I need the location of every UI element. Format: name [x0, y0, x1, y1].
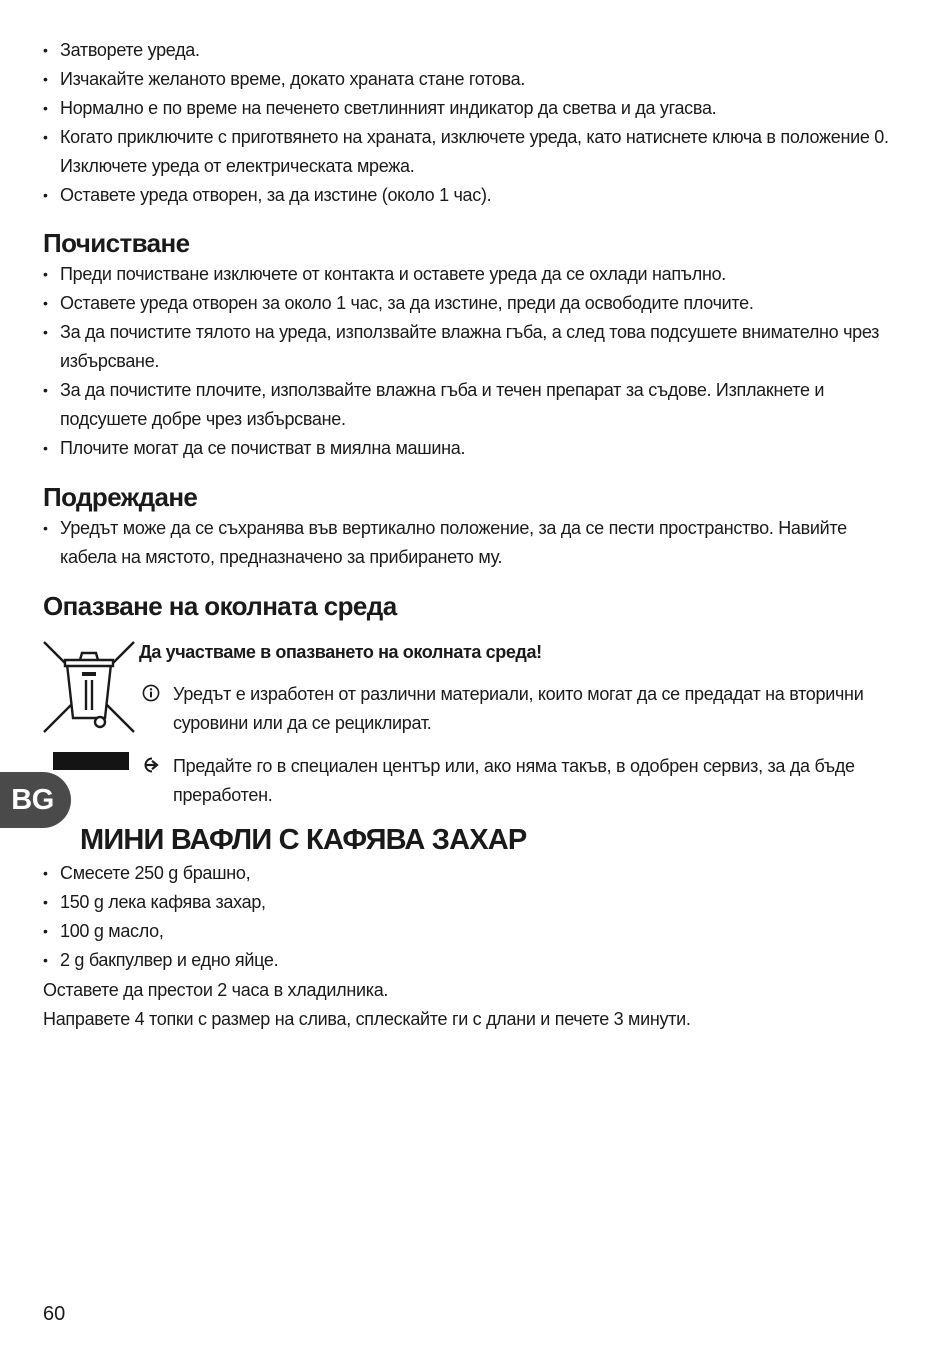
list-item: • Изчакайте желаното време, докато храната стане готова. — [43, 65, 905, 94]
storage-section — [43, 480, 905, 572]
arrow-right-circle-icon — [142, 756, 160, 774]
environment-subtitle: Да участваме в опазването на околната среда! — [139, 642, 542, 662]
list-item: • Когато приключите с приготвянето на храната, изключете уреда, като натиснете ключа в положение 0. Изключете уреда от електрическата мрежа. — [43, 123, 905, 181]
intro-bullet-list — [43, 36, 905, 210]
list-item: • Плочите могат да се почистват в миялна машина. — [43, 434, 905, 463]
environment-info-row — [142, 680, 882, 738]
language-tab: BG — [0, 772, 71, 828]
cleaning-heading: Почистване — [43, 228, 190, 258]
list-item: • Нормално е по време на печенето светлинният индикатор да светва и да угасва. — [43, 94, 905, 123]
recipe-bullet-list — [43, 859, 905, 975]
list-item: • За да почистите плочите, използвайте влажна гъба и течен препарат за съдове. Изплакнете и подсушете добре чрез избърсване. — [43, 376, 905, 434]
environment-action-text: Предайте го в специален център или, ако няма такъв, в одобрен сервиз, за да бъде преработен. — [173, 756, 855, 805]
list-item: • Преди почистване изключете от контакта и оставете уреда да се охлади напълно. — [43, 260, 905, 289]
recipe-line: Направете 4 топки с размер на слива, сплескайте ги с длани и печете 3 минути. — [43, 1009, 691, 1029]
list-item: • 100 g масло, — [43, 917, 905, 946]
environment-section — [43, 589, 905, 623]
environment-heading: Опазване на околната среда — [43, 591, 397, 621]
recipe-line: Оставете да престои 2 часа в хладилника. — [43, 980, 389, 1000]
storage-bullet-list — [43, 514, 905, 572]
intro-section — [43, 36, 905, 210]
list-item: • Оставете уреда отворен, за да изстине (около 1 час). — [43, 181, 905, 210]
page-number: 60 — [43, 1303, 66, 1325]
recipe-section — [43, 859, 905, 975]
environment-action-row — [142, 752, 882, 810]
weee-bar — [53, 752, 129, 770]
list-item: • 150 g лека кафява захар, — [43, 888, 905, 917]
info-circle-icon — [142, 684, 160, 702]
storage-heading: Подреждане — [43, 482, 198, 512]
cleaning-bullet-list — [43, 260, 905, 463]
environment-info-text: Уредът е изработен от различни материали, които могат да се предадат на вторични суровини или да се рециклират. — [173, 684, 864, 733]
list-item: • Затворете уреда. — [43, 36, 905, 65]
list-item: • За да почистите тялото на уреда, използвайте влажна гъба, а след това подсушете внимателно чрез избърсване. — [43, 318, 905, 376]
list-item: • 2 g бакпулвер и едно яйце. — [43, 946, 905, 975]
recipe-title: МИНИ ВАФЛИ С КАФЯВА ЗАХАР — [80, 824, 527, 856]
crossed-out-wheelie-bin-icon — [42, 640, 136, 736]
list-item: • Уредът може да се съхранява във вертикално положение, за да се пести пространство. Навийте кабела на мястото, предназначено за прибирането му. — [43, 514, 905, 572]
list-item: • Смесете 250 g брашно, — [43, 859, 905, 888]
cleaning-section — [43, 226, 905, 463]
list-item: • Оставете уреда отворен за около 1 час, за да изстине, преди да освободите плочите. — [43, 289, 905, 318]
